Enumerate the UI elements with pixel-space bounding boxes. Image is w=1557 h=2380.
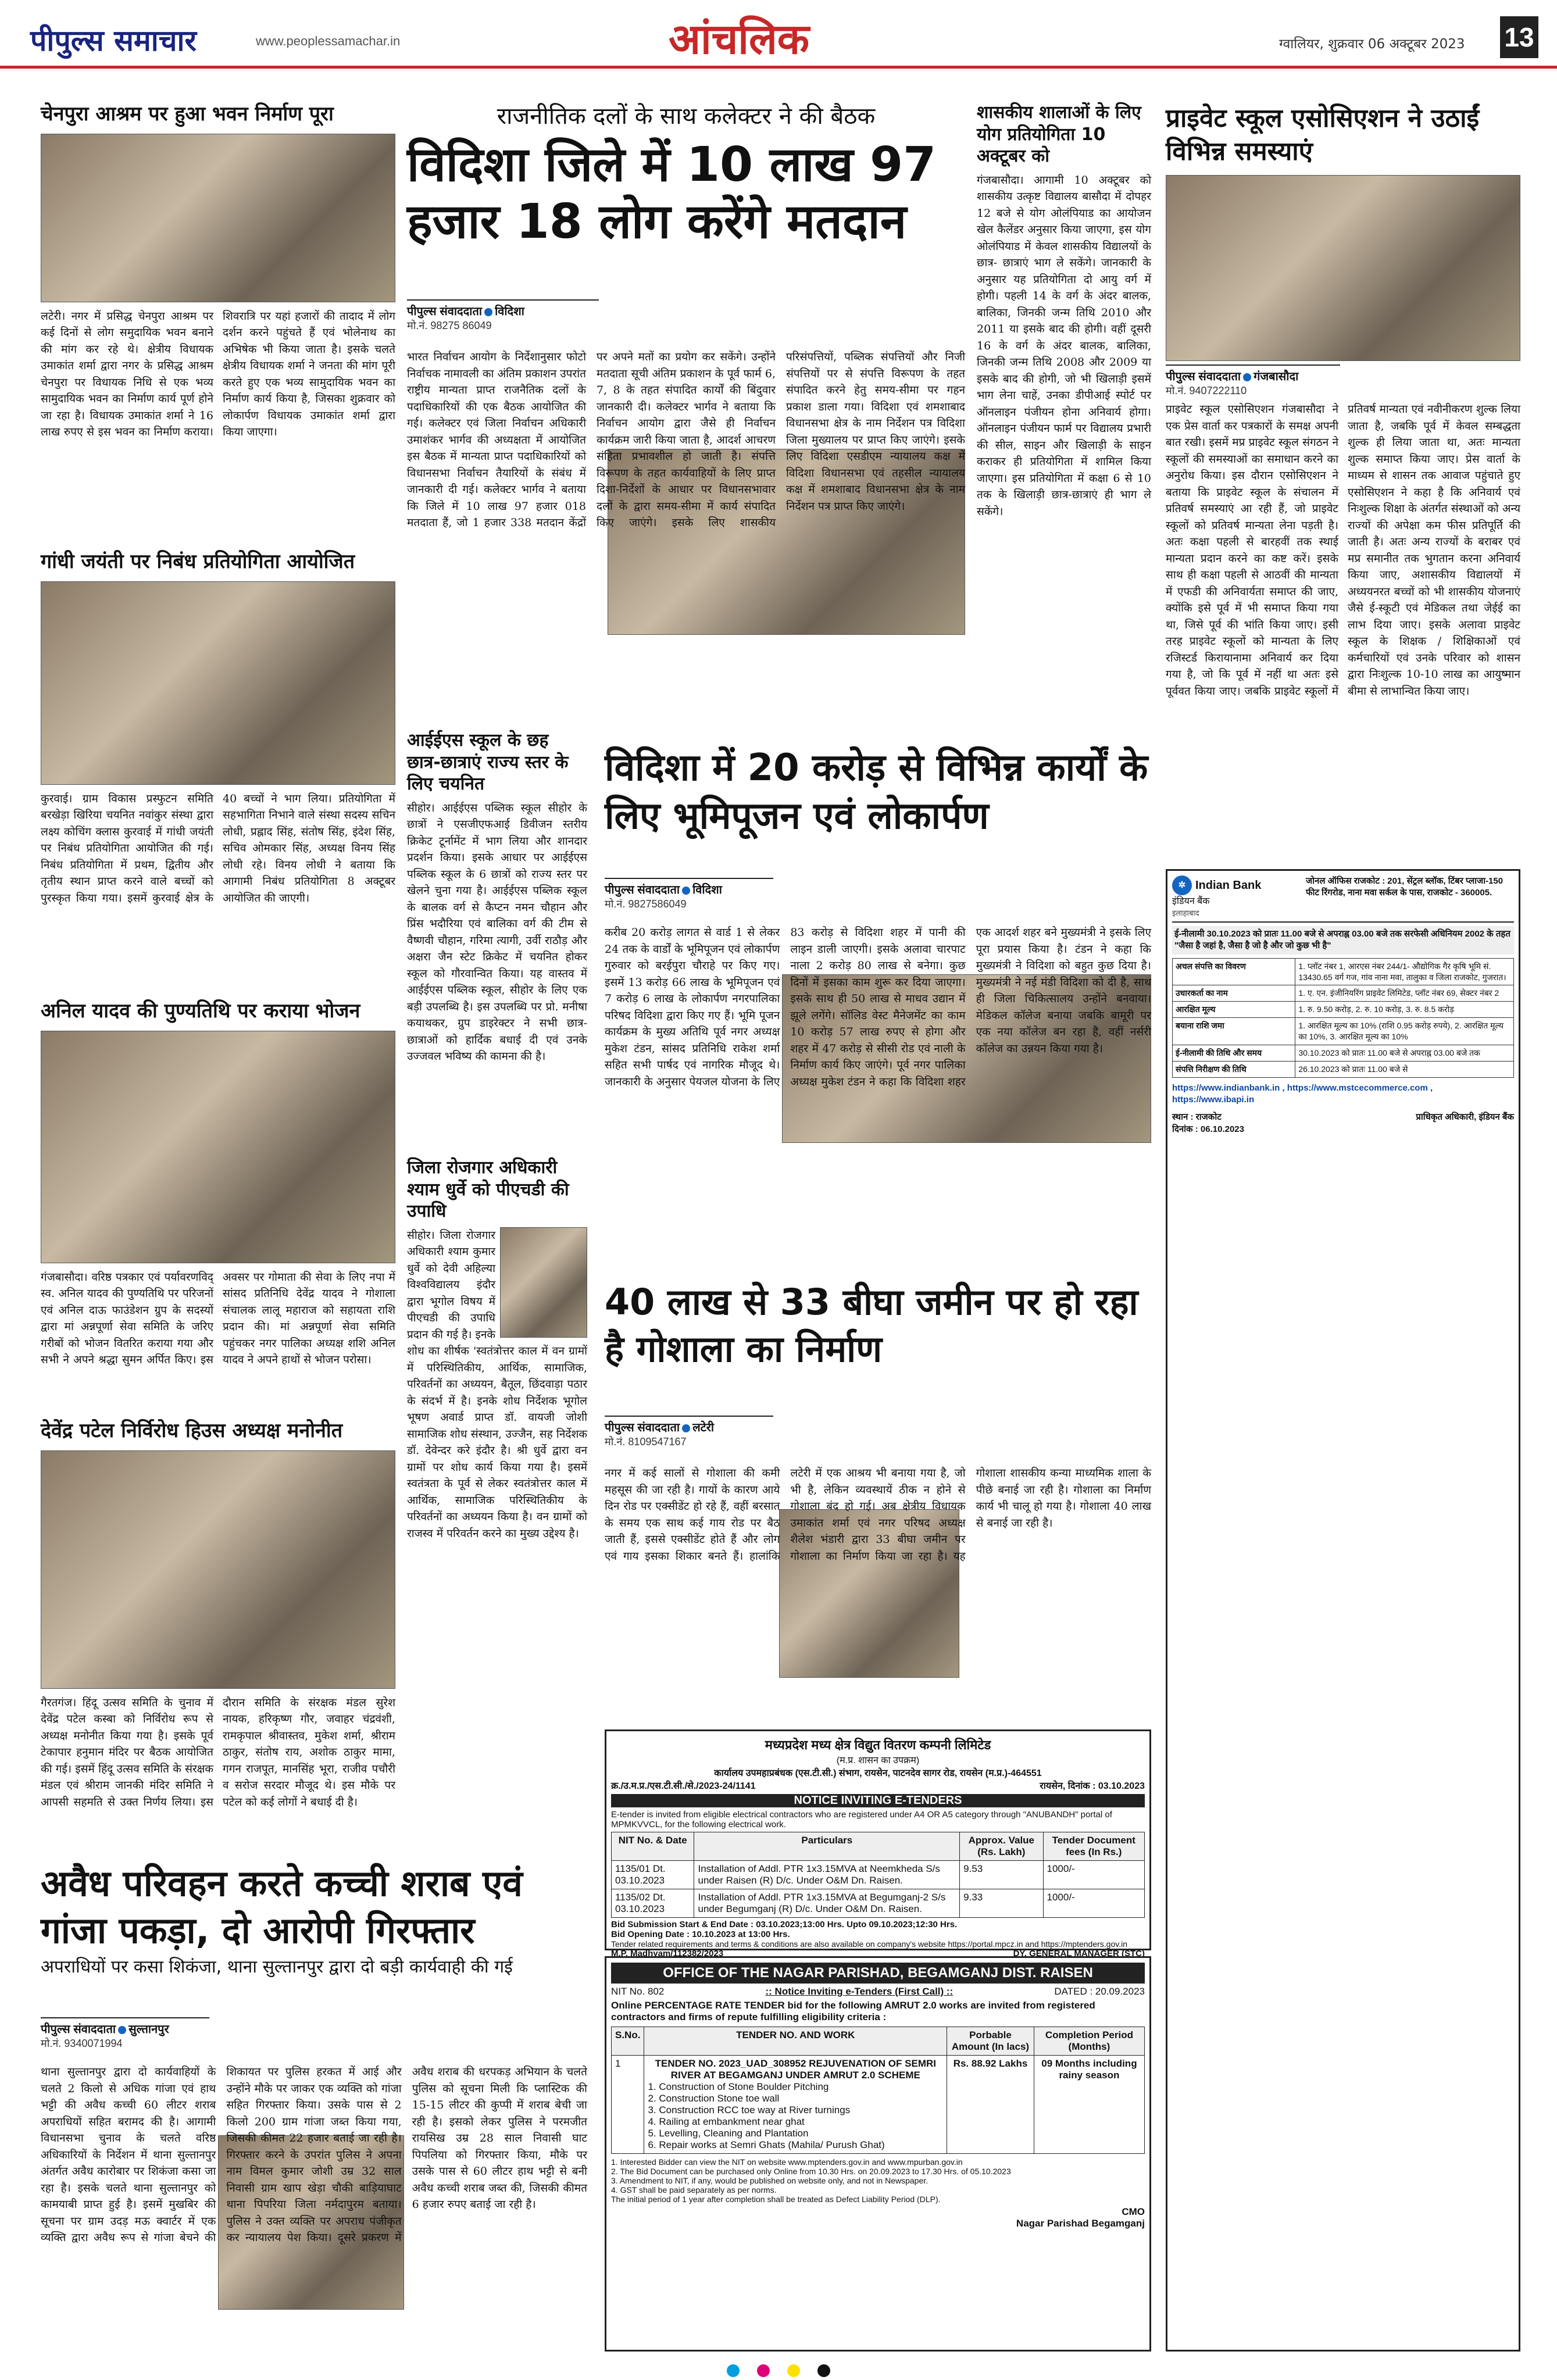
notice-intro: E-tender is invited from eligible electrical contractors who are registered under A4 OR A5 category through "ANUBANDH" portal of MPMKVVCL, for the following electrical work.	[611, 1810, 1112, 1829]
story-text: गंजबासौदा। वरिष्ठ पत्रकार एवं पर्यावरणविद् स्व. अनिल यादव की पुण्यतिथि पर परिजनों एवं अनिल दाऊ फाउंडेशन ग्रुप के सदस्यों द्वारा मां अन्नपूर्णा सेवा समिति के जरिए गरीबों को भोजन वितरित कराया गया और सभी ने अपने श्रद्धा सुमन अर्पित किए। इस अवसर पर गोमाता की सेवा के लिए नपा में सांसद प्रतिनिधि देवेंद्र यादव ने गोशाला संचालक लालू महाराज को सहायता राशि प्रदान की। मां अन्नपूर्णा सेवा समिति पहुंचकर नगर पालिका अध्यक्ष शशि अनिल यादव ने अपने हाथों से भोजन परोसा।	[41, 1270, 395, 1366]
story-phd	[407, 1157, 587, 1575]
auction-intro: ई-नीलामी 30.10.2023 को प्रातः 11.00 बजे से अपराह्न 03.00 बजे तक सरफेसी अधिनियम 2002 के तहत "जैसा है जहां है, जैसा है जो है और जो कुछ भी है"	[1172, 926, 1514, 955]
story-text: लटेरी। नगर में प्रसिद्ध चेनपुरा आश्रम पर कई दिनों से लोग समुदायिक भवन बनाने की मांग कर रहे थे। क्षेत्रीय विधायक उमाकांत शर्मा द्वारा नगर के प्रसिद्ध आश्रम चेनपुरा पर विधायक निधि से एक भव्य सामुदायिक भवन का निर्माण कार्य पूर्ण होने जा रहा है। विधायक उमाकांत शर्मा ने 16 लाख रुपए से इस भवन का निर्माण कराया। शिवरात्रि पर यहां हजारों की तादाद में लोग दर्शन करने पहुंचते हैं एवं भोलेनाथ का अभिषेक भी किया जाता है। इसके चलते क्षेत्रीय विधायक शर्मा ने जनता की मांग पूरी करते हुए एक भव्य सामुदायिक भवन का निर्माण कार्य किया है, जिसका शुक्रवार को लोकार्पण विधायक उमाकांत शर्मा द्वारा किया जाएगा।	[41, 309, 395, 438]
tender-note: 2. The Bid Document can be purchased only Online from 10.30 Hrs. on 20.09.2023 to 17.30 Hrs. of 05.10.2023	[611, 2167, 1011, 2176]
table-row: 1135/01 Dt. 03.10.2023 Installation of Addl. PTR 1x3.15MVA at Neemkheda S/s under Raisen (R) D/c. Under O&M Dn. Raisen. 9.53 1000/-	[612, 1861, 1145, 1889]
byline: पीपुल्स संवाददाता सुल्तानपुर मो.नं. 9340071994	[41, 2017, 209, 2050]
story-bhoomipujan	[605, 744, 1151, 1198]
work-title: TENDER NO. 2023_UAD_308952 REJUVENATION OF SEMRI RIVER AT BEGAMGANJ UNDER AMRUT 2.0 SCHEME	[655, 2058, 936, 2081]
group-photo	[41, 1450, 395, 1689]
byline: पीपुल्स संवाददाता विदिशा मो.नं. 98275 86049	[407, 299, 599, 333]
headline: अवैध परिवहन करते कच्ची शराब एवं गांजा पकड़ा, दो आरोपी गिरफ्तार	[41, 1862, 523, 1952]
tender-note: 1. Interested Bidder can view the NIT on website www.mptenders.gov.in and www.mpurban.gov.in	[611, 2157, 963, 2167]
ref-number: क्र./उ.म.प्र./एस.टी.सी./से./2023-24/1141	[611, 1781, 756, 1791]
col-header: Particulars	[694, 1832, 960, 1861]
section-title: आंचलिक	[669, 15, 810, 63]
notice-intro: Online PERCENTAGE RATE TENDER bid for the following AMRUT 2.0 works are invited from registered contractors and firms of repute fulfilling eligibility criteria :	[611, 2000, 1095, 2022]
table-row: ई-नीलामी की तिथि और समय 30.10.2023 को प्रातः 11.00 बजे से अपराह्न 03.00 बजे तक	[1173, 1045, 1514, 1061]
story-text: गैरतगंज। हिंदू उत्सव समिति के चुनाव में देवेंद्र पटेल कस्बा को निर्विरोध रूप से अध्यक्ष मनोनीत किया गया है। इसके पूर्व टेकापार हनुमान मंदिर पर बैठक आयोजित की गई। इसमें हिंदू उत्सव समिति के संरक्षक मंडल एवं श्रीराम जानकी मंदिर समिति ने आपसी सहमति से उक्त निर्णय लिया। इस दौरान समिति के संरक्षक मंडल सुरेश नायक, हरिकृष्ण गौर, जवाहर चंद्रवंशी, रामकृपाल श्रीवास्तव, मुकेश शर्मा, श्रीराम ठाकुर, संतोष राय, अशोक ठाकुर मामा, गगन राजपूत, मानसिंह भूरा, राजीव पचौरी व सरोज सरदार मौजूद थे। इस मौके पर पटेल को कई लोगों ने बधाई दी है।	[41, 1696, 395, 1809]
story-essay	[41, 549, 395, 997]
story-chenpura	[41, 102, 395, 497]
tender-table	[611, 2027, 1145, 2154]
table-row: 1 TENDER NO. 2023_UAD_308952 REJUVENATION OF SEMRI RIVER AT BEGAMGANJ UNDER AMRUT 2.0 SCHEME 1. Construction of Stone Boulder Pitching 2. Construction Stone toe wall 3. Construction RCC toe way at River turnings 4. Railing at embankment near ghat 5. Levelling, Cleaning and Plantation 6. Repair works at Semri Ghats (Mahila/ Purush Ghat) Rs. 88.92 Lakhs 09 Months including rainy season	[612, 2056, 1145, 2154]
students-photo	[41, 581, 395, 785]
work-item: 1. Construction of Stone Boulder Pitching	[648, 2081, 829, 2092]
table-row: बयाना राशि जमा 1. आरक्षित मूल्य का 10% (राशि 0.95 करोड़ रुपये), 2. आरक्षित मूल्य का 10%, 3. आरक्षित मूल्य का 10%	[1173, 1018, 1514, 1045]
office-address: कार्यालय उपमहाप्रबंधक (एस.टी.सी.) संभाग, रायसेन, पाटनदेव सागर रोड, रायसेन (म.प्र.)-464551	[714, 1768, 1042, 1778]
headline: गांधी जयंती पर निबंध प्रतियोगिता आयोजित	[41, 550, 355, 573]
masthead	[0, 0, 1557, 69]
headline: 40 लाख से 33 बीघा जमीन पर हो रहा है गोशाला का निर्माण	[605, 1281, 1138, 1370]
col-header: NIT No. & Date	[612, 1832, 694, 1861]
signatory-office: Nagar Parishad Begamganj	[1016, 2218, 1145, 2229]
table-row: अचल संपत्ति का विवरण 1. प्लॉट नंबर 1, आरएस नंबर 244/1- औद्योगिक गैर कृषि भूमि सं. 13430.65 वर्ग गज, गांव नाना मवा, तालुका व जिला राजकोट, गुजरात।	[1173, 958, 1514, 985]
tender-note: Tender related requirements and terms & conditions are also available on company's website https://portal.mpcz.in and https://mptenders.gov.in	[611, 1939, 1127, 1949]
bid-dates: Bid Submission Start & End Date : 03.10.2023;13:00 Hrs. Upto 09.10.2023;12:30 Hrs.	[611, 1920, 958, 1929]
office-heading: OFFICE OF THE NAGAR PARISHAD, BEGAMGANJ DIST. RAISEN	[611, 1963, 1145, 1984]
tender-mpmkvvcl	[605, 1729, 1151, 1959]
page-number: 13	[1500, 16, 1538, 58]
registration-marks	[0, 2361, 1557, 2380]
story-school	[1166, 102, 1520, 857]
story-yoga	[977, 102, 1151, 735]
work-item: 5. Levelling, Cleaning and Plantation	[648, 2128, 809, 2139]
signatory: प्राधिकृत अधिकारी, इंडियन बैंक	[1416, 1112, 1514, 1123]
story-text: थाना सुल्तानपुर द्वारा दो कार्यवाहियों के चलते 2 किलो से अधिक गांजा एवं हाथ भट्टी की अवैध कच्ची 60 लीटर शराब अपराधियों सहित बरामद की है। आगामी विधानसभा चुनाव के चलते वरिष्ठ अधिकारियों के निर्देशन में थाना सुल्तानपुर अंतर्गत अवैध कारोबार पर शिकंजा कसा जा रहा है। इसके चलते थाना सुल्तानपुर को कामयाबी प्राप्त हुई है। इसमें मुखबिर की सूचना पर ग्राम उदड़ मऊ क्वार्टर में एक व्यक्ति द्वारा अवैध रूप से गांजा बेचने की शिकायत पर पुलिस हरकत में आई और उन्होंने मौके पर जाकर एक व्यक्ति को गांजा सहित गिरफ्तार किया। उसके पास से 2 किलो 200 ग्राम गांजा जब्त किया गया, जिसकी कीमत 22 हजार बताई जा रही है। गिरफ्तार करने के उपरांत पुलिस ने अपना नाम विमल कुमार जोशी उम्र 32 साल निवासी ग्राम खाप खेड़ा चौकी बाड़ियाघाट थाना पिपरिया जिला नर्मदापुरम बताया। पुलिस ने उक्त व्यक्ति पर अपराध पंजीकृत कर न्यायालय पेश किया। दूसरे प्रकरण में अवैध शराब की धरपकड़ अभियान के चलते पुलिस को सूचना मिली कि प्लास्टिक की 15-15 लीटर की कुप्पी में शराब बेची जा रही है। इसको लेकर पुलिस ने परमजीत रायसिख उम्र 28 साल निवासी घाट पिपलिया को गिरफ्तार किया, मौके पर उसके पास से 60 लीटर हाथ भट्टी से बनी अवैध कच्ची शराब जब्त की, जिसकी कीमत 6 हजार रुपए बताई जा रही है।	[41, 2065, 587, 2244]
nit-number: NIT No. 802	[611, 1986, 665, 1997]
story-voters	[407, 102, 965, 727]
headline: जिला रोजगार अधिकारी श्याम धुर्वे को पीएचडी की उपाधि	[407, 1157, 569, 1221]
ref-date: रायसेन, दिनांक : 03.10.2023	[1040, 1781, 1145, 1791]
bid-open: Bid Opening Date : 10.10.2023 at 13:00 Hrs.	[611, 1929, 790, 1939]
tender-table	[611, 1832, 1145, 1918]
bank-tag: इलाहाबाद	[1172, 908, 1199, 917]
story-text: गंजबासौदा। आगामी 10 अक्टूबर को शासकीय उत्कृष्ट विद्यालय बासौदा में दोपहर 12 बजे से योग ओलंपियाड का आयोजन खेल कैलेंडर अनुसार किया जाएगा, इस योग ओलंपियाड में केवल शासकीय विद्यालयों के छात्र- छात्राएं भाग ले सकेंगे। जानकारी के अनुसार यह प्रतियोगिता दो आयु वर्ग में होगी। पहली 14 के वर्ग के अंदर बालक, बालिका, जिनकी जन्म तिथि 2010 और 2011 या इसके बाद की होगी। वहीं दूसरी 16 के वर्ग के अंदर बालक, बालिका, जिनकी जन्म तिथि 2008 और 2009 या इसके बाद की होगी, जो भी खिलाड़ी इसमें भाग लेना चाहें, उनका डीपीआई स्पोर्ट पर ऑनलाइन पंजीयन होना अनिवार्य होगा। ऑनलाइन पंजीयन फार्म पर विद्यालय प्रभारी की सील, साइन और खिलाड़ी के साइन कराकर ही प्रतियोगिता में शामिल किया जाएगा। इस प्रतियोगिता में कक्षा 6 से 10 तक के खिलाड़ी छात्र-छात्राएं ही भाग ले सकेंगे।	[977, 173, 1151, 518]
bank-name-hindi: इंडियन बैंक	[1172, 896, 1210, 906]
work-item: 3. Construction RCC toe way at River turnings	[648, 2104, 851, 2115]
building-photo	[41, 134, 395, 302]
auction-table	[1172, 958, 1514, 1078]
story-text: प्राइवेट स्कूल एसोसिएशन गंजबासौदा ने एक प्रेस वार्ता कर पत्रकारों के समक्ष अपनी बात रखी। इसमें मप्र प्राइवेट स्कूल संगठन ने स्कूलों की समस्याओं का समाधान करने का अनुरोध किया। इस दौरान एसोसिएशन ने बताया कि प्राइवेट स्कूल के संचालन में प्रतिवर्ष समस्याएं आ रही हैं, जो प्राइवेट स्कूलों को प्रतिवर्ष मान्यता लेना पड़ती है। अतः कक्षा पहली से बारहवीं तक स्थाई मान्यता प्रदान करने का कष्ट करें। इसके साथ ही कक्षा पहली से आठवीं की मान्यता में एफडी की अनिवार्यता समाप्त की जाए, क्योंकि इसे पूर्व में भी समाप्त किया गया था, जिसे पूर्व की भांति किया जाए। इसी तरह प्राइवेट स्कूलों को मान्यता के लिए रजिस्टर्ड किरायानामा अनिवार्य कर दिया गया है, जो कि पूर्व में नहीं था अतः इसे पूर्ववत किया जाए। जबकि प्राइवेट स्कूलों में प्रतिवर्ष मान्यता एवं नवीनीकरण शुल्क लिया जाता है, जबकि पूर्व में केवल सम्बद्धता शुल्क ही लिया जाता था, अतः मान्यता शुल्क समाप्त किया जाए। प्रेस वार्ता के माध्यम से शासन तक आवाज पहुंचाते हुए एसोसिएशन ने कहा है कि अनिवार्य एवं निःशुल्क शिक्षा के अंतर्गत संस्थाओं को अन्य राज्यों की अपेक्षा कम फीस प्रतिपूर्ति की जाती है। अतः अन्य राज्यों के बराबर एवं मप्र समानीत तक भुगतान करना अनिवार्य किया जाए, अशासकीय विद्यालयों में अध्ययनरत बच्चों को भी शासकीय योजनाएं जैसे ई-स्कूटी एवं मेडिकल तथा जेईई का लाभ दिया जाए। इसके अलावा प्राइवेट स्कूल के शिक्षक / शिक्षिकाओं एवं कर्मचारियों एवं उनके परिवार को शासन द्वारा निःशुल्क 10-10 लाख का आयुष्मान बीमा से लाभान्वित किया जाए।	[1166, 403, 1520, 698]
byline: पीपुल्स संवाददाता विदिशा मो.नं. 9827586049	[605, 878, 773, 911]
tender-note: 4. GST shall be paid separately as per norms.	[611, 2185, 777, 2195]
story-goshala	[605, 1279, 1151, 1721]
press-photo	[1166, 175, 1520, 361]
notice-heading: NOTICE INVITING E-TENDERS	[611, 1794, 1145, 1807]
notice-title: :: Notice Inviting e-Tenders (First Call) ::	[765, 1986, 954, 1997]
auction-websites[interactable]: https://www.indianbank.in , https://www.mstcecommerce.com , https://www.ibapi.in	[1172, 1082, 1433, 1105]
paper-logo: पीपुल्स समाचार	[30, 24, 197, 58]
col-header: Approx. Value (Rs. Lakh)	[960, 1832, 1043, 1861]
story-text: कुरवाई। ग्राम विकास प्रस्फुटन समिति बरखेड़ा खिरिया चयनित नवांकुर संस्था द्वारा लक्ष्य कोचिंग क्लास कुरवाई में गांधी जयंती पर निबंध प्रतियोगिता आयोजित की गई। निबंध प्रतियोगिता में प्रथम, द्वितीय और तृतीय स्थान प्राप्त करने वाले बच्चों को पुरस्कृत किया गया। इसमें कुरवाई क्षेत्र के 40 बच्चों ने भाग लिया। प्रतियोगिता में सहभागिता निभाने वाले संस्था सदस्य सचिन लोधी, प्रह्लाद सिंह, संतोष सिंह, इंदेश सिंह, सचिव ओमकार सिंह, अध्यक्ष विनय सिंह लोधी रहे। विनय लोधी ने बताया कि आगामी निबंध प्रतियोगिता 8 अक्टूबर आयोजित की जाएगी।	[41, 792, 395, 905]
col-header: Completion Period (Months)	[1034, 2027, 1144, 2056]
dateline: ग्वालियर, शुक्रवार 06 अक्टूबर 2023	[1279, 37, 1465, 52]
headline: विदिशा जिले में 10 लाख 97 हजार 18 लोग करेंगे मतदान	[407, 137, 937, 250]
work-item: 6. Repair works at Semri Ghats (Mahila/ Purush Ghat)	[648, 2139, 885, 2150]
bhojan-photo	[41, 1031, 395, 1263]
company-sub: (म.प्र. शासन का उपक्रम)	[836, 1756, 920, 1766]
work-item: 4. Railing at embankment near ghat	[648, 2116, 805, 2127]
story-yadav	[41, 999, 395, 1411]
work-item: 2. Construction Stone toe wall	[648, 2093, 780, 2104]
table-row: संपत्ति निरीक्षण की तिथि 26.10.2023 को प्रातः 11.00 बजे से	[1173, 1061, 1514, 1077]
table-row: आरक्षित मूल्य 1. रु. 9.50 करोड़, 2. रु. 10 करोड़, 3. रु. 8.5 करोड़	[1173, 1002, 1514, 1018]
signatory: CMO	[1122, 2206, 1145, 2217]
headline: प्राइवेट स्कूल एसोसिएशन ने उठाईं विभिन्न समस्याएं	[1166, 103, 1480, 167]
zonal-office: जोनल ऑफिस राजकोट : 201, सेंट्रल ब्लॉक, टिंबर प्लाजा-150 फीट रिंगरोड, नाना मवा सर्कल के पास, राजकोट - 360005.	[1306, 876, 1504, 898]
table-row: उधारकर्ता का नाम 1. ए. एन. इंजीनियरिंग प्राइवेट लिमिटेड, प्लॉट नंबर 69, सेक्टर नंबर 2	[1173, 985, 1514, 1002]
story-liquor	[41, 1860, 587, 2354]
signatory: DY. GENERAL MANAGER (STC)	[1013, 1949, 1145, 1959]
paper-url[interactable]: www.peoplessamachar.in	[256, 34, 401, 48]
subheadline: अपराधियों पर कसा शिकंजा, थाना सुल्तानपुर द्वारा दो बड़ी कार्यवाही की गई	[41, 1957, 513, 1978]
portrait-photo	[500, 1227, 587, 1338]
headline: विदिशा में 20 करोड़ से विभिन्न कार्यों के लिए भूमिपूजन एवं लोकार्पण	[605, 746, 1148, 838]
madhyam-ref: M.P. Madhyam/112382/2023	[611, 1949, 724, 1959]
col-header: Tender Document fees (In Rs.)	[1043, 1832, 1145, 1861]
story-text: सीहोर। आईईएस पब्लिक स्कूल सीहोर के छात्रों ने एसजीएफआई डिवीजन स्तरीय क्रिकेट टूर्नामेंट में भाग लिया और शानदार प्रदर्शन किया। इसके आधार पर आईईएस पब्लिक स्कूल के 6 छात्रों को राज्य स्तर पर खेलने चुना गया है। आईईएस पब्लिक स्कूल के बालक वर्ग से कैप्टन नमन चौहान और प्रिंस भदौरिया एवं बालिका वर्ग की टीम से वैष्णवी चौहान, गरिमा त्यागी, उर्वी राठौड़ और अक्षरा जैन स्टेट क्रिकेट में चयनित होकर स्कूल को गौरवान्वित किया। यह वास्तव में आईईएस पब्लिक स्कूल, सीहोर के लिए एक बड़ी उपलब्धि है। इस उपलब्धि पर प्रो. मनीषा कयाथकर, ग्रुप डाइरेक्टर ने सभी छात्र-छात्राओं को हार्दिक बधाई दी एवं उनके उज्जवल भविष्य की कामना की है।	[407, 801, 587, 1063]
byline: पीपुल्स संवाददाता लटेरी मो.नं. 8109547167	[605, 1416, 773, 1449]
bank-logo-icon: ✲	[1172, 875, 1192, 895]
story-ies	[407, 730, 587, 1137]
story-text: सीहोर। जिला रोजगार अधिकारी श्याम कुमार धुर्वे को देवी अहिल्या विश्वविद्यालय इंदौर द्वारा भूगोल विषय में पीएचडी की उपाधि प्रदान की गई है। इनके शोध का शीर्षक 'स्वतंत्रोत्तर काल में वन ग्रामों में परिस्थितिकीय, आर्थिक, सामाजिक, परिवर्तनों का अध्ययन, बैतूल, छिंदवाड़ा पठार के संदर्भ में है। इनके शोध निर्देशक भूगोल भूषण अवार्ड प्राप्त डॉ. वायजी जोशी सामाजिक शोध संस्थान, उज्जैन, सह निर्देशक डॉ. देवेन्दर करे इंदौर है। श्री धुर्वे द्वारा वन ग्रामों पर शोध कार्य किया गया है। इसमें स्वतंत्रता के पूर्व से लेकर स्वतंत्रोत्तर काल में आर्थिक, सामाजिक परिस्थितिकीय के परिवर्तनों का अध्ययन किया है। वन ग्रामों को राजस्व में परिवर्तन करने का मुख्य उद्देश्य है।	[407, 1228, 587, 1540]
notice-place: स्थान : राजकोट	[1172, 1112, 1222, 1123]
col-header: S.No.	[612, 2027, 644, 2056]
notice-date: DATED : 20.09.2023	[1054, 1986, 1145, 1997]
headline: देवेंद्र पटेल निर्विरोध हिउस अध्यक्ष मनोनीत	[41, 1419, 343, 1442]
headline: अनिल यादव की पुण्यतिथि पर कराया भोजन	[41, 999, 360, 1023]
story-text: करीब 20 करोड़ लागत से वार्ड 1 से लेकर 24 तक के वार्डों के भूमिपूजन एवं लोकार्पण गुरुवार को बरईपुरा चौराहे पर किए गए। इसमें 13 करोड़ 66 लाख के भूमिपूजन एवं 7 करोड़ 6 लाख के लोकार्पण नगरपालिका परिषद विदिशा द्वारा किए गए हैं। भूमि पूजन कार्यक्रम के मुख्य अतिथि पूर्व नगर अध्यक्ष मुकेश टंडन, सांसद प्रतिनिधि राकेश शर्मा सहित सभी पार्षद एवं नागरिक मौजूद थे। जानकारी के अनुसार पेयजल योजना के लिए 83 करोड़ से विदिशा शहर में पानी की लाइन डाली जाएगी। इसके अलावा चारपाट नाला 2 करोड़ 80 लाख से बनेगा। कुछ दिनों में इसका काम शुरू कर दिया जाएगा। इसके साथ ही 50 लाख से माधव उद्यान में झूले लगेंगे। सॉलिड वेस्ट मैनेजमेंट का काम 10 करोड़ 57 लाख रुपए से होगा और शहर में 47 करोड़ से सीसी रोड एवं नाली के निर्माण कार्य किए जाएंगे। पूर्व नगर पालिका अध्यक्ष मुकेश टंडन ने कहा कि विदिशा शहर एक आदर्श शहर बने मुख्यमंत्री ने इसके लिए पूरा प्रयास किया है। टंडन ने कहा कि मुख्यमंत्री ने विदिशा को बहुत कुछ दिया है। मुख्यमंत्री ने नई मंडी विदिशा को दी है, साथ ही जिला चिकित्सालय उन्होंने बनवाया। मेडिकल कॉलेज बनाया जबकि बामूरी पर एक नया कॉलेज बन रहा है, वहीं नर्सरी कॉलेज का उन्नयन किया गया है।	[605, 926, 1151, 1088]
table-row: 1135/02 Dt. 03.10.2023 Installation of Addl. PTR 1x3.15MVA at Begumganj-2 S/s under Begumganj (R) D/c. Under O&M Dn. Raisen. 9.33 1000/-	[612, 1889, 1145, 1918]
bank-name: Indian Bank	[1195, 878, 1262, 892]
bank-auction-notice	[1166, 869, 1520, 2352]
story-text: भारत निर्वाचन आयोग के निर्देशानुसार फोटो निर्वाचक नामावली का अंतिम प्रकाशन उपरांत राष्ट्रीय मान्यता प्राप्त राजनैतिक दलों के पदाधिकारियों की एक बैठक आयोजित की गई। कलेक्टर एवं जिला निर्वाचन अधिकारी उमाशंकर भार्गव की अध्यक्षता में आयोजित इस बैठक में मान्यता प्राप्त पदाधिकारियों को विधानसभा निर्वाचन तैयारियों के संबंध में जानकारी दी गई। कलेक्टर भार्गव ने बताया कि जिले में 10 लाख 97 हजार 018 मतदाता हैं, जो 1 हजार 338 मतदान केंद्रों पर अपने मतों का प्रयोग कर सकेंगे। उन्होंने मतदाता सूची अंतिम प्रकाशन के पूर्व फार्म 6, 7, 8 के तहत संपादित कार्यों की बिंदुवार जानकारी दी। कलेक्टर भार्गव ने बताया कि निर्वाचन आयोग द्वारा जैसे ही निर्वाचन कार्यक्रम जारी किया जाता है, आदर्श आचरण संहिता प्रभावशील हो जाती है। संपत्ति विरूपण के तहत कार्यवाहियों के लिए प्राप्त दिशा-निर्देशों के आधार पर विधानसभावार दलों के द्वारा समय-सीमा में कार्य संपादित किए जाएंगे। इसके लिए शासकीय परिसंपत्तियों, पब्लिक संपत्तियों और निजी संपत्तियों पर से संपत्ति विरूपण के तहत संपादित करने हेतु समय-सीमा पर गहन प्रकाश डाला गया। विदिशा एवं शमशाबाद विधानसभा क्षेत्र के नाम निर्देशन पत्र विदिशा जिला मुख्यालय पर प्राप्त किए जाएंगे। इसके लिए विदिशा एसडीएम न्यायालय कक्ष में विदिशा विधानसभा एवं तहसील न्यायालय कक्ष में शमशाबाद विधानसभा क्षेत्र के नाम निर्देशन पत्र प्राप्त किए जाएंगे।	[407, 351, 965, 529]
tender-begamganj	[605, 1956, 1151, 2352]
tender-note: The initial period of 1 year after completion shall be treated as Defect Liability Period (DLP).	[611, 2195, 941, 2204]
company-name: मध्यप्रदेश मध्य क्षेत्र विद्युत वितरण कम्पनी लिमिटेड	[765, 1738, 991, 1752]
col-header: TENDER NO. AND WORK	[644, 2027, 947, 2056]
byline: पीपुल्स संवाददाता गंजबासौदा मो.नं. 9407222110	[1166, 364, 1340, 398]
col-header: Porbable Amount (In lacs)	[947, 2027, 1034, 2056]
headline: शासकीय शालाओं के लिए योग प्रतियोगिता 10 अक्टूबर को	[977, 102, 1141, 166]
notice-date: दिनांक : 06.10.2023	[1172, 1124, 1244, 1134]
tender-note: 3. Amendment to NIT, if any, would be published on website only, and not in Newspaper.	[611, 2176, 929, 2185]
story-text: नगर में कई सालों से गोशाला की कमी महसूस की जा रही है। गायों के कारण आये दिन रोड पर एक्सीडेंट हो रहे हैं, वहीं बरसात के समय एक साथ कई गाय रोड पर बैठ जाती हैं, इससे एक्सीडेंट होते हैं और लोग एवं गाय इसका शिकार बनते हैं। हालांकि लटेरी में एक आश्रय भी बनाया गया है, जो भी है, लेकिन व्यवस्थायें ठीक न होने से गोशाला बंद हो गई। अब क्षेत्रीय विधायक उमाकांत शर्मा एवं नगर परिषद अध्यक्ष शैलेश भंडारी द्वारा 33 बीघा जमीन पर गोशाला का निर्माण किया जा रहा है। यह गोशाला शासकीय कन्या माध्यमिक शाला के पीछे बनाई जा रही है। गोशाला का निर्माण कार्य भी चालू हो गया है। गोशाला 40 लाख से बनाई जा रही है।	[605, 1467, 1151, 1563]
story-patel	[41, 1418, 395, 1860]
kicker: राजनीतिक दलों के साथ कलेक्टर ने की बैठक	[497, 103, 876, 130]
headline: आईईएस स्कूल के छह छात्र-छात्राएं राज्य स्तर के लिए चयनित	[407, 730, 569, 794]
headline: चेनपुरा आश्रम पर हुआ भवन निर्माण पूरा	[41, 102, 334, 126]
